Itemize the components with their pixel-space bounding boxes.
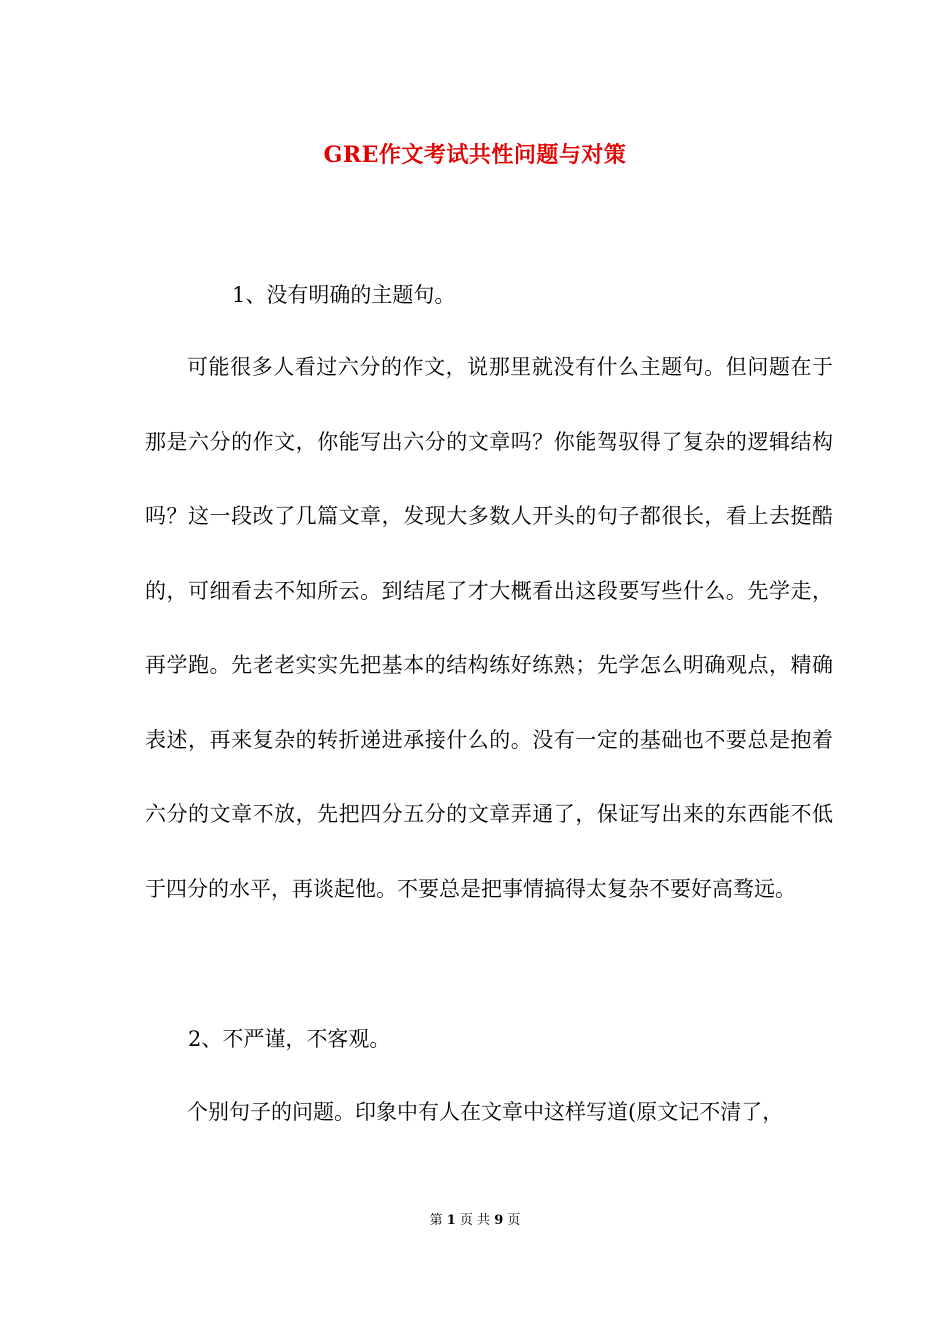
footer-suffix: 页: [507, 1213, 521, 1228]
footer-middle: 页 共: [459, 1213, 491, 1228]
page-footer: [0, 1209, 950, 1228]
footer-current-page: 1: [446, 1213, 456, 1228]
footer-total-pages: 9: [494, 1213, 504, 1228]
section-heading-2: 2、不严谨，不客观。: [188, 1027, 391, 1051]
document-title: GRE作文考试共性问题与对策: [323, 142, 627, 168]
section-heading-1: 1、没有明确的主题句。: [232, 283, 456, 307]
section-paragraph-2: 个别句子的问题。印象中有人在文章中这样写道(原文记不清了，: [187, 1100, 784, 1124]
footer-prefix: 第: [429, 1213, 443, 1228]
section-paragraph-1: 可能很多人看过六分的作文，说那里就没有什么主题句。但问题在于那是六分的作文，你能写出六分的文章吗？你能驾驭得了复杂的逻辑结构吗？这一段改了几篇文章，发现大多数人开头的句子都很长，看上去挺酷的，可细看去不知所云。到结尾了才大概看出这段要写些什么。先学走，再学跑。先老老实实先把基本的结构练好练熟；先学怎么明确观点，精确表述，再来复杂的转折递进承接什么的。没有一定的基础也不要总是抱着六分的文章不放，先把四分五分的文章弄通了，保证写出来的东西能不低于四分的水平，再谈起他。不要总是把事情搞得太复杂不要好高骛远。: [145, 355, 833, 901]
